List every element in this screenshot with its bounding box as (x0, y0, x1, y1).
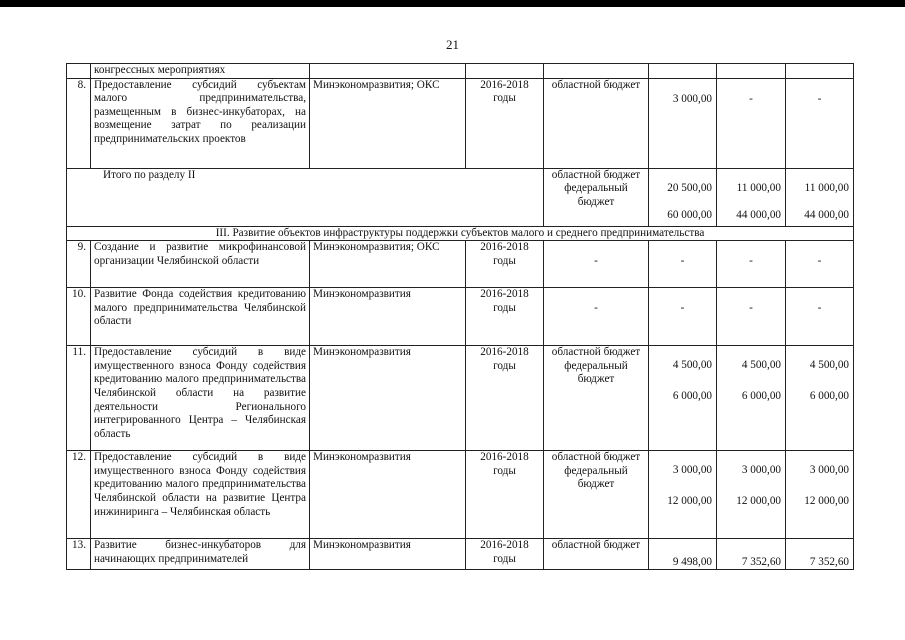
program-table (66, 63, 854, 570)
value-federal: 60 000,00 (667, 209, 712, 222)
executor-cell: Минэкономразвития (310, 346, 466, 451)
executor-cell: Минэкономразвития; ОКС (310, 241, 466, 288)
executor-cell: Минэкономразвития (310, 539, 466, 570)
value-regional: 20 500,00 (667, 181, 712, 194)
page-number: 21 (446, 37, 459, 52)
value-2018 (786, 451, 854, 539)
period-cell: 2016-2018 годы (466, 241, 544, 288)
page-top-border (0, 0, 905, 7)
period-cell: 2016-2018 годы (466, 539, 544, 570)
value-2016: - (649, 288, 717, 346)
total-row (67, 168, 854, 226)
table-row (67, 64, 854, 79)
desc-cell: Предоставление субсидий в виде имущественного взноса Фонду содействия кредитованию малого предпринимательства Челябинской области на развитие Центра инжиниринга – Челябинская область (91, 451, 310, 539)
source-regional: областной бюджет (551, 168, 641, 181)
source-cell: - (544, 241, 649, 288)
value-2016 (649, 346, 717, 451)
value-regional: 11 000,00 (736, 181, 781, 194)
value-2017: - (717, 288, 786, 346)
source-federal: федеральный бюджет (564, 464, 628, 491)
value-2018: - (786, 241, 854, 288)
table-row (67, 78, 854, 168)
desc-cell: Предоставление субсидий субъектам малого предпринимательства, размещенным в бизнес-инкубаторах, на возмещение затрат по реализации предпринимательских проектов (91, 78, 310, 168)
total-label: Итого по разделу II (67, 168, 544, 226)
desc-cell: конгрессных мероприятиях (91, 64, 310, 79)
source-cell: областной бюджет (544, 539, 649, 570)
section-header-row (67, 226, 854, 241)
value-2018: - (786, 288, 854, 346)
value-2017: 7 352,60 (717, 539, 786, 570)
value-2017: - (717, 78, 786, 168)
row-number: 10. (67, 288, 91, 346)
value-2016: 9 498,00 (649, 539, 717, 570)
table-row (67, 451, 854, 539)
value-2016: - (649, 241, 717, 288)
value-2017 (717, 346, 786, 451)
period-cell: 2016-2018 годы (466, 288, 544, 346)
value-2018: 7 352,60 (786, 539, 854, 570)
executor-cell: Минэкономразвития (310, 451, 466, 539)
source-regional: областной бюджет (551, 451, 641, 464)
value-2017 (717, 451, 786, 539)
value-federal: 6 000,00 (809, 389, 849, 402)
table-row (67, 346, 854, 451)
desc-cell: Предоставление субсидий в виде имущественного взноса Фонду содействия кредитованию малого предпринимательства Челябинской области на развитие деятельности Регионального интегрированного Центра – Челябинская область (91, 346, 310, 451)
value-2018: - (786, 78, 854, 168)
source-cell: - (544, 288, 649, 346)
value-federal: 6 000,00 (741, 389, 781, 402)
table-row (67, 288, 854, 346)
section-title: III. Развитие объектов инфраструктуры поддержки субъектов малого и среднего предпринимательства (67, 226, 854, 241)
table-row (67, 539, 854, 570)
desc-cell: Развитие Фонда содействия кредитованию малого предпринимательства Челябинской области (91, 288, 310, 346)
value-regional: 4 500,00 (741, 359, 781, 372)
row-number: 9. (67, 241, 91, 288)
desc-cell: Создание и развитие микрофинансовой организации Челябинской области (91, 241, 310, 288)
table-row (67, 241, 854, 288)
source-cell (544, 346, 649, 451)
value-federal: 12 000,00 (804, 494, 849, 507)
value-regional: 3 000,00 (809, 464, 849, 477)
source-regional: областной бюджет (551, 346, 641, 359)
row-number: 8. (67, 78, 91, 168)
value-regional: 3 000,00 (741, 464, 781, 477)
value-2018 (786, 168, 854, 226)
executor-cell: Минэкономразвития; ОКС (310, 78, 466, 168)
source-federal: федеральный бюджет (564, 182, 628, 208)
row-number: 11. (67, 346, 91, 451)
period-cell: 2016-2018 годы (466, 451, 544, 539)
value-federal: 12 000,00 (736, 494, 781, 507)
source-cell (544, 451, 649, 539)
period-cell: 2016-2018 годы (466, 78, 544, 168)
row-number: 13. (67, 539, 91, 570)
source-cell: областной бюджет (544, 78, 649, 168)
source-cell (544, 168, 649, 226)
value-federal: 44 000,00 (736, 209, 781, 222)
row-number: 12. (67, 451, 91, 539)
value-2016: 3 000,00 (649, 78, 717, 168)
value-regional: 3 000,00 (672, 464, 712, 477)
period-cell: 2016-2018 годы (466, 346, 544, 451)
value-federal: 44 000,00 (804, 209, 849, 222)
value-2017: - (717, 241, 786, 288)
value-federal: 6 000,00 (672, 389, 712, 402)
value-federal: 12 000,00 (667, 494, 712, 507)
source-federal: федеральный бюджет (564, 359, 628, 386)
value-2016 (649, 451, 717, 539)
value-regional: 4 500,00 (809, 359, 849, 372)
value-2018 (786, 346, 854, 451)
value-2016 (649, 168, 717, 226)
value-2017 (717, 168, 786, 226)
desc-cell: Развитие бизнес-инкубаторов для начинающих предпринимателей (91, 539, 310, 570)
value-regional: 4 500,00 (672, 359, 712, 372)
executor-cell: Минэкономразвития (310, 288, 466, 346)
value-regional: 11 000,00 (804, 181, 849, 194)
